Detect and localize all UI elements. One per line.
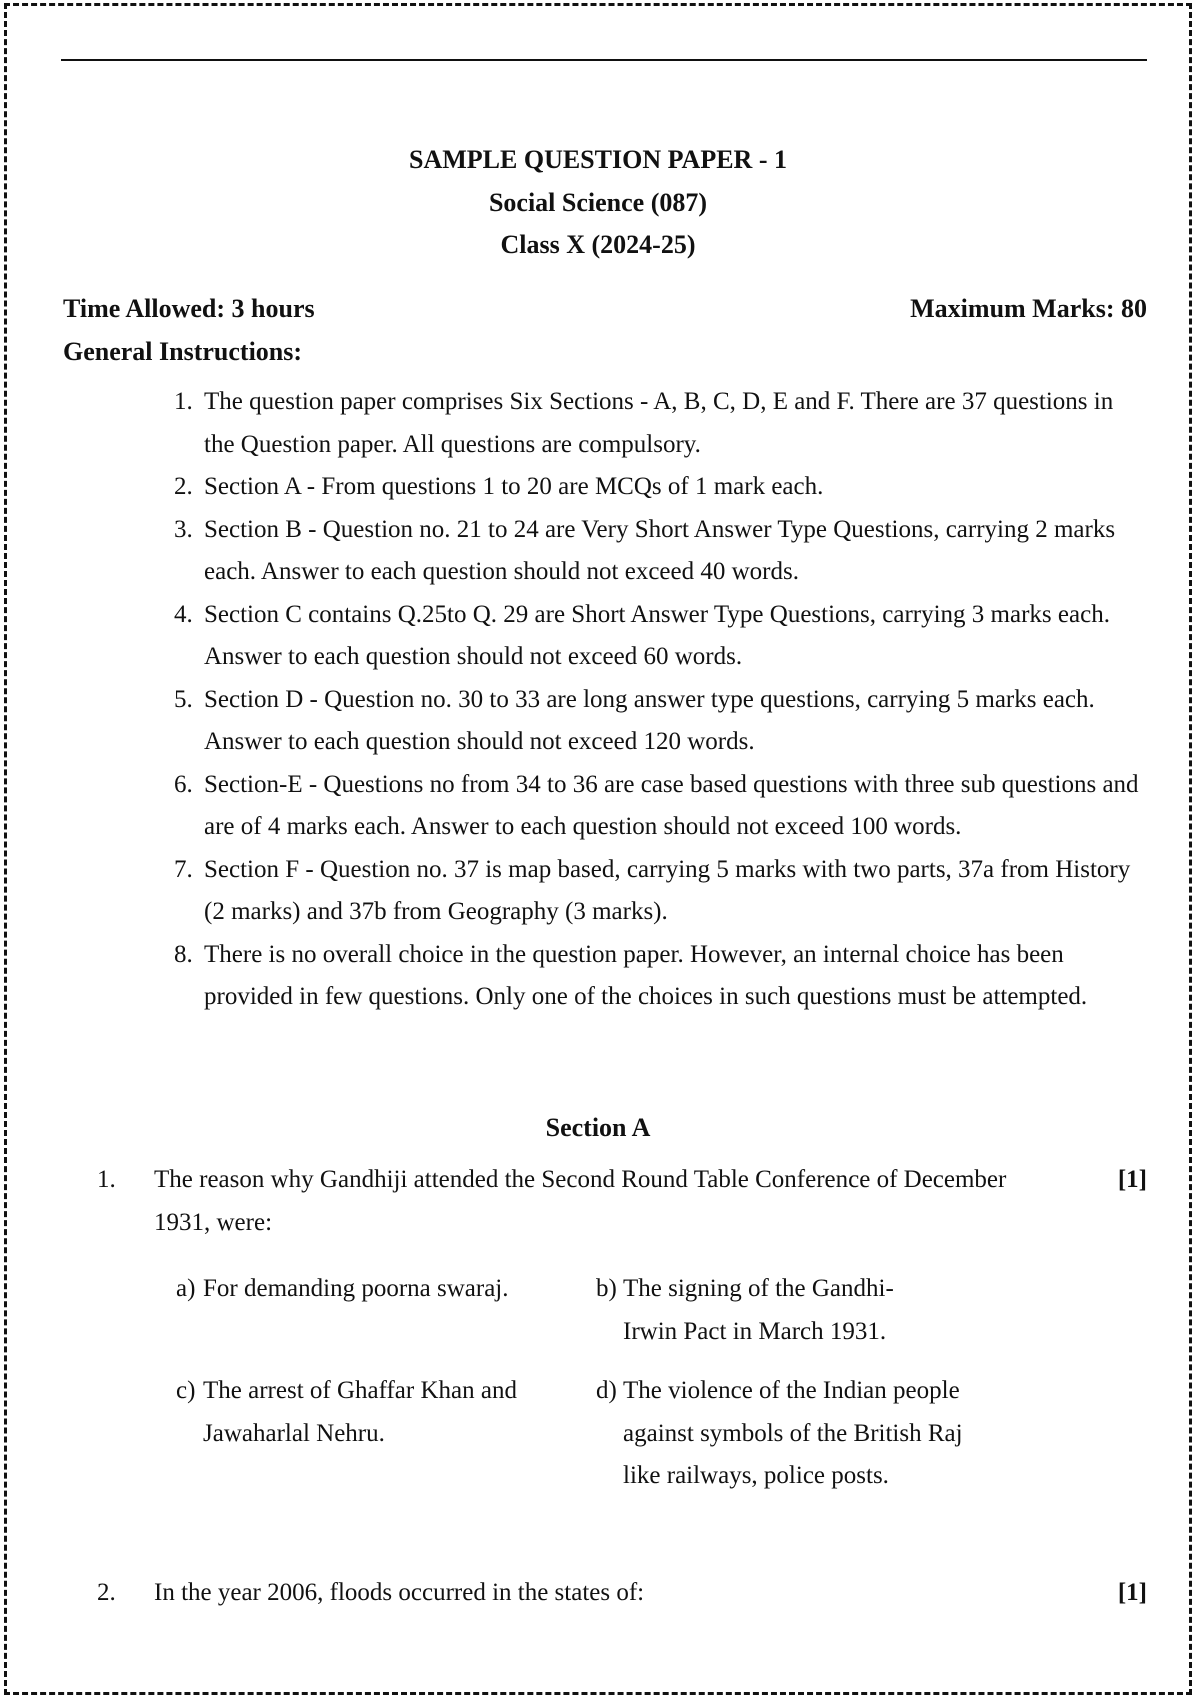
general-instructions-list xyxy=(174,381,1149,1019)
instruction-number: 8. xyxy=(174,940,193,968)
option-label: a) xyxy=(176,1275,196,1302)
instruction-text: Section A - From questions 1 to 20 are MCQs of 1 mark each. xyxy=(204,473,824,500)
general-instructions-heading: General Instructions: xyxy=(63,337,303,366)
instruction-item xyxy=(174,849,1149,934)
instruction-text: There is no overall choice in the question paper. However, an internal choice has been provided in few questions. Only one of the choices in such questions must be attempted. xyxy=(204,940,1088,1010)
question-1-option-d xyxy=(596,1370,966,1498)
instruction-text: Section C contains Q.25to Q. 29 are Short Answer Type Questions, carrying 3 marks each. Answer to each question should not exceed 60 words. xyxy=(204,600,1110,670)
option-label: d) xyxy=(596,1377,617,1404)
question-1-option-b xyxy=(596,1268,941,1353)
instruction-item xyxy=(174,934,1149,1019)
instruction-text: Section B - Question no. 21 to 24 are Very Short Answer Type Questions, carrying 2 marks each. Answer to each question should not exceed 40 words. xyxy=(204,515,1116,585)
maximum-marks: Maximum Marks: 80 xyxy=(910,294,1147,323)
instruction-text: Section F - Question no. 37 is map based, carrying 5 marks with two parts, 37a from History (2 marks) and 37b from Geography (3 marks). xyxy=(204,855,1131,925)
instruction-item xyxy=(174,679,1149,764)
instruction-number: 5. xyxy=(174,685,193,713)
option-label: c) xyxy=(176,1377,196,1404)
instruction-text: Section D - Question no. 30 to 33 are long answer type questions, carrying 5 marks each. Answer to each question should not exceed 120 words. xyxy=(204,685,1095,755)
section-a-heading: Section A xyxy=(545,1113,651,1142)
question-2-marks: [1] xyxy=(1117,1579,1147,1606)
question-paper-page xyxy=(4,3,1192,1695)
instruction-item xyxy=(174,466,1149,509)
question-1-text: The reason why Gandhiji attended the Second Round Table Conference of December 1931, were: xyxy=(154,1166,1007,1236)
question-2-text: In the year 2006, floods occurred in the states of: xyxy=(154,1579,645,1606)
option-text: The arrest of Ghaffar Khan and Jawaharlal Nehru. xyxy=(203,1377,517,1447)
paper-subject: Social Science (087) xyxy=(488,188,708,217)
top-rule xyxy=(61,59,1147,61)
instruction-number: 7. xyxy=(174,855,193,883)
question-1-option-a xyxy=(176,1268,566,1311)
time-allowed: Time Allowed: 3 hours xyxy=(63,294,315,323)
instruction-item xyxy=(174,381,1149,466)
instruction-text: Section-E - Questions no from 34 to 36 are case based questions with three sub questions and are of 4 marks each. Answer to each question should not exceed 100 words. xyxy=(204,770,1139,840)
instruction-item xyxy=(174,594,1149,679)
instruction-number: 4. xyxy=(174,600,193,628)
instruction-number: 3. xyxy=(174,515,193,543)
paper-class-year: Class X (2024-25) xyxy=(500,230,696,259)
instruction-text: The question paper comprises Six Sections - A, B, C, D, E and F. There are 37 questions in the Question paper. All questions are compulsory. xyxy=(204,388,1114,458)
option-label: b) xyxy=(596,1275,617,1302)
paper-meta xyxy=(63,293,1147,325)
paper-title: SAMPLE QUESTION PAPER - 1 xyxy=(409,145,787,174)
question-1-option-c xyxy=(176,1370,566,1455)
instruction-item xyxy=(174,764,1149,849)
instruction-item xyxy=(174,509,1149,594)
question-1-marks: [1] xyxy=(1117,1166,1147,1193)
instruction-number: 6. xyxy=(174,770,193,798)
question-1-number: 1. xyxy=(97,1166,116,1193)
instruction-number: 1. xyxy=(174,388,193,415)
option-text: The violence of the Indian people against symbols of the British Raj like railways, police posts. xyxy=(623,1377,963,1489)
instruction-number: 2. xyxy=(174,473,193,500)
option-text: The signing of the Gandhi-Irwin Pact in March 1931. xyxy=(623,1275,894,1345)
question-2-number: 2. xyxy=(97,1579,116,1606)
option-text: For demanding poorna swaraj. xyxy=(203,1275,509,1302)
